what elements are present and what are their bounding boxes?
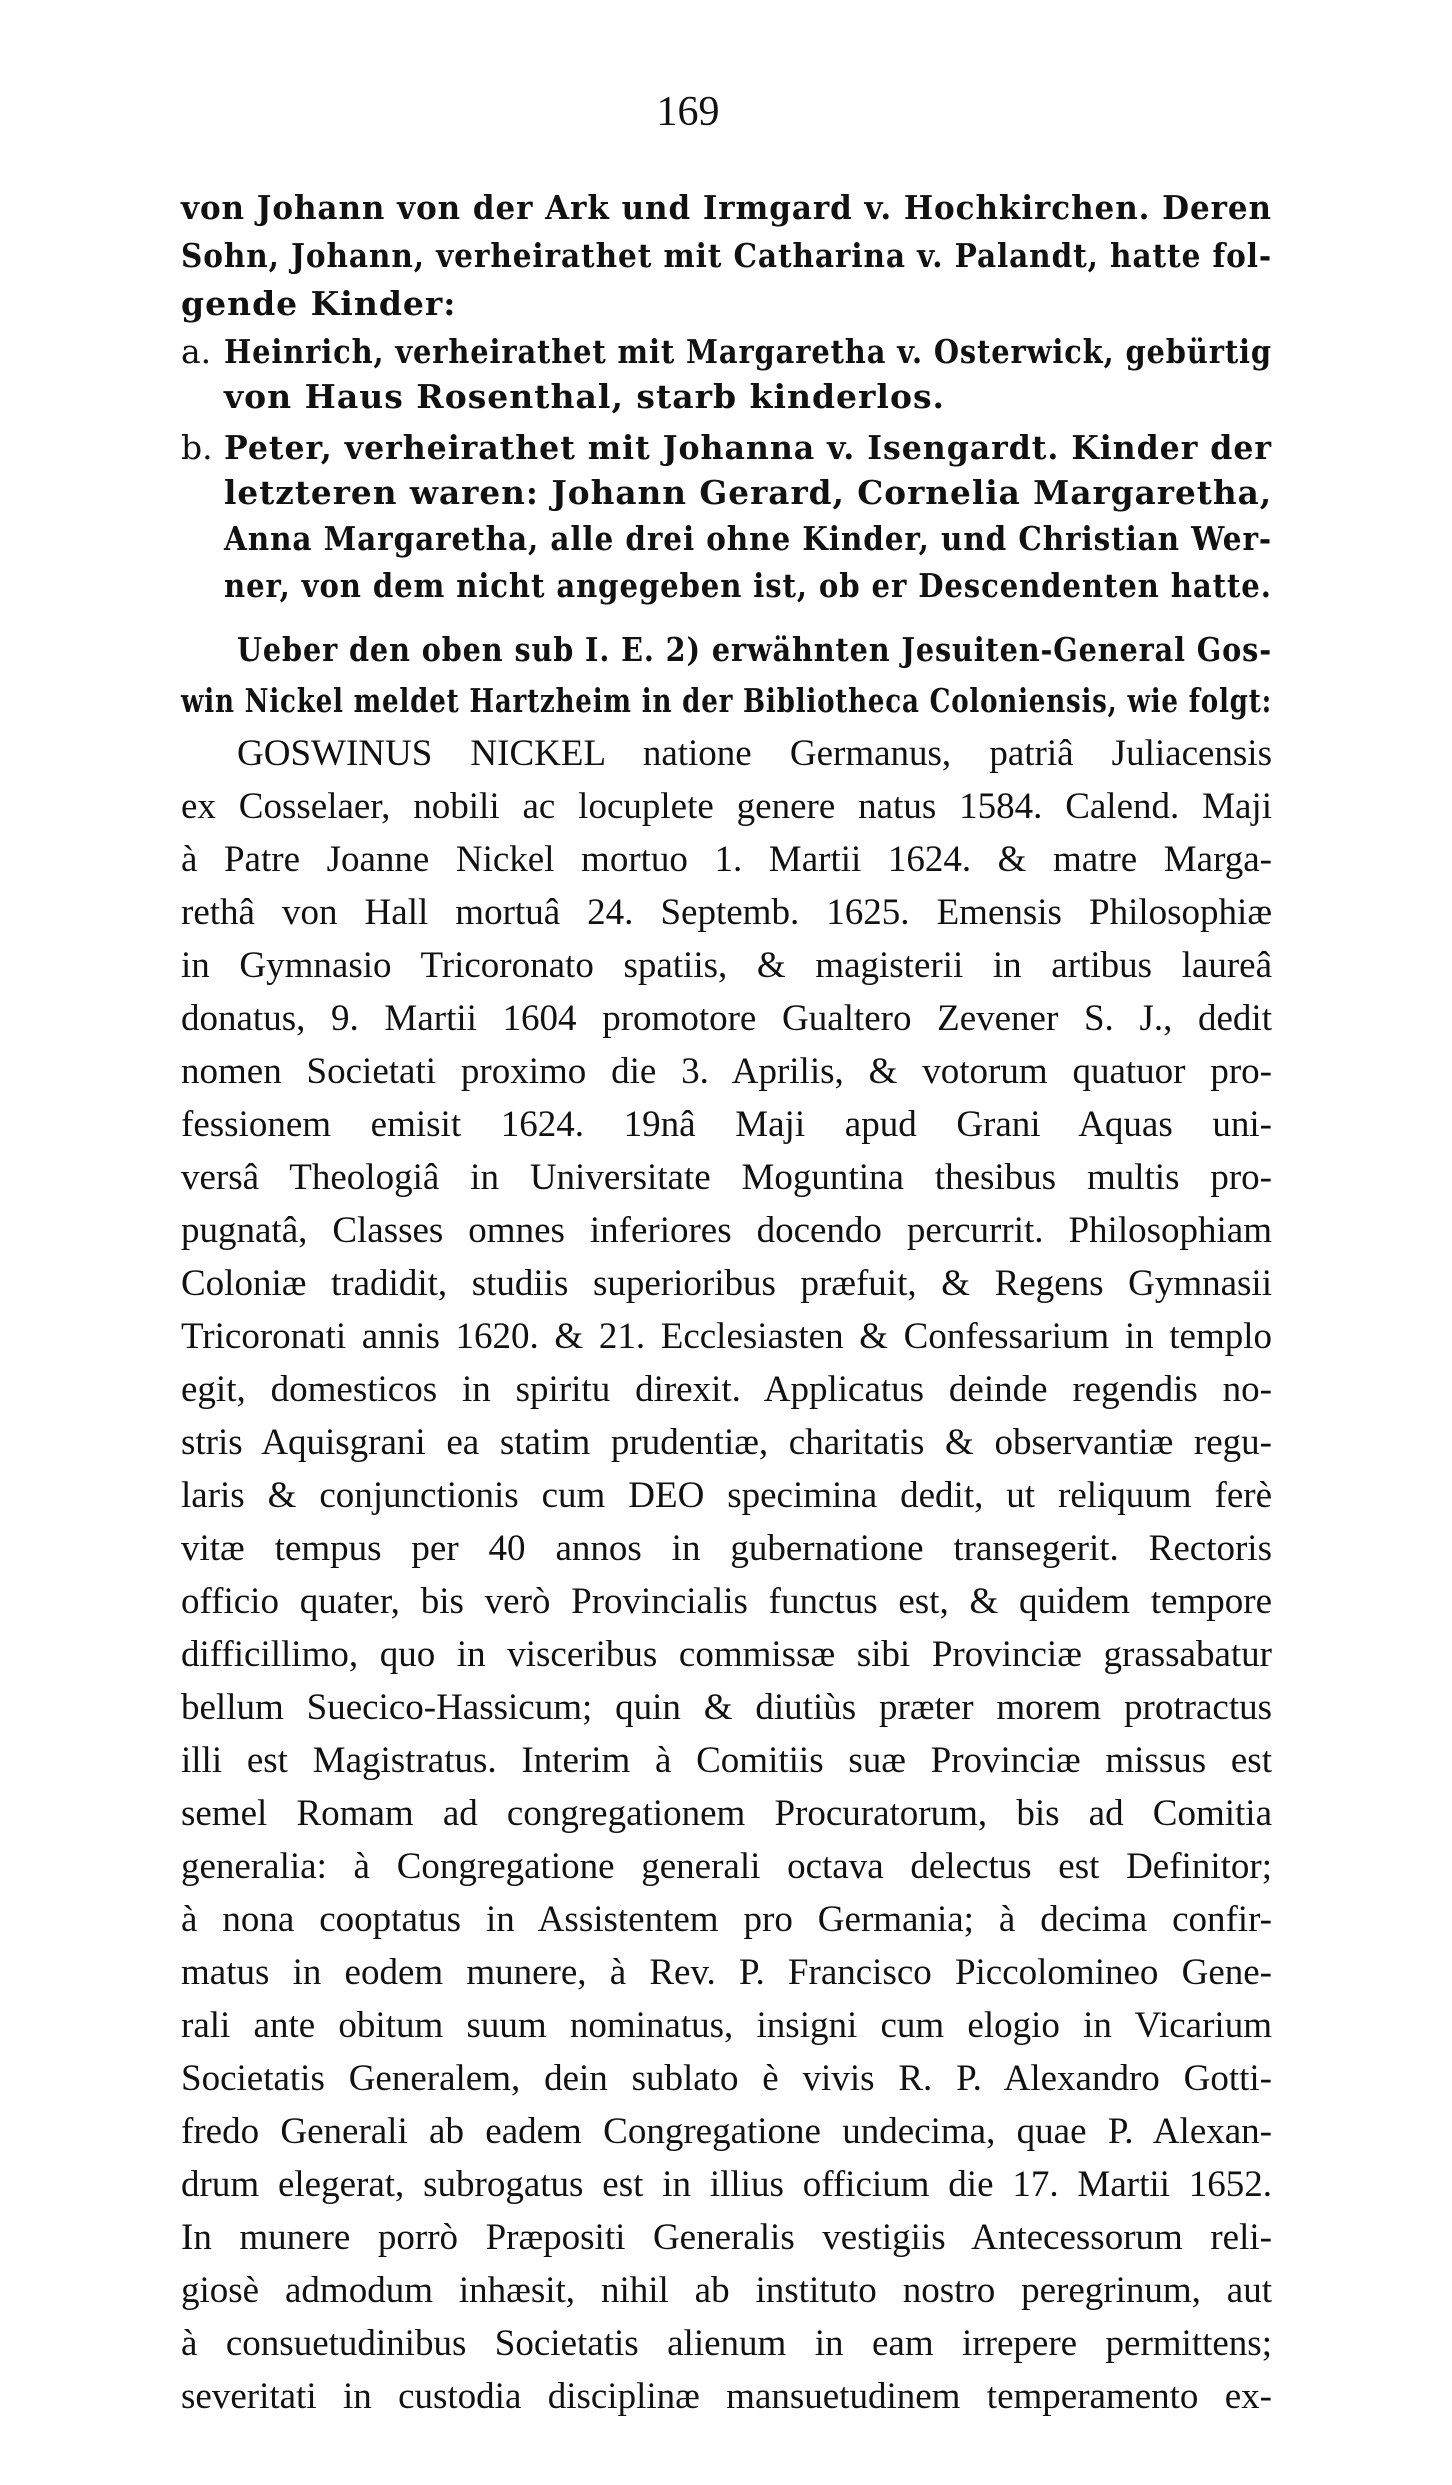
text-line: Ueber den oben sub I. E. 2) erwähnten Jesuiten-General Gos- bbox=[237, 630, 1272, 669]
text-line: officio quater, bis verò Provincialis functus est, & quidem tempore bbox=[181, 1581, 1272, 1622]
text-line: à nona cooptatus in Assistentem pro Germania; à decima confir- bbox=[181, 1899, 1272, 1940]
text-line: rethâ von Hall mortuâ 24. Septemb. 1625. Emensis Philosophiæ bbox=[181, 892, 1272, 933]
text-line: rali ante obitum suum nominatus, insigni cum elogio in Vicarium bbox=[181, 2005, 1272, 2046]
text-line: Peter, verheirathet mit Johanna v. Isengardt. Kinder der bbox=[224, 428, 1272, 467]
text-line: ner, von dem nicht angegeben ist, ob er Descendenten hatte. bbox=[224, 566, 1272, 605]
text-line: versâ Theologiâ in Universitate Moguntina thesibus multis pro- bbox=[181, 1157, 1272, 1198]
text-line: fredo Generali ab eadem Congregatione undecima, quae P. Alexan- bbox=[181, 2111, 1272, 2152]
text-line: severitati in custodia disciplinæ mansuetudinem temperamento ex- bbox=[181, 2376, 1272, 2417]
text-line: GOSWINUS NICKEL natione Germanus, patriâ Juliacensis bbox=[237, 733, 1272, 774]
text-line: laris & conjunctionis cum DEO specimina dedit, ut reliquum ferè bbox=[181, 1475, 1272, 1516]
text-line: gende Kinder: bbox=[181, 284, 457, 323]
text-line: difficillimo, quo in visceribus commissæ sibi Provinciæ grassabatur bbox=[181, 1634, 1272, 1675]
text-line: fessionem emisit 1624. 19nâ Maji apud Grani Aquas uni- bbox=[181, 1104, 1272, 1145]
text-line: bellum Suecico-Hassicum; quin & diutiùs præter morem protractus bbox=[181, 1687, 1272, 1728]
text-line: illi est Magistratus. Interim à Comitiis suæ Provinciæ missus est bbox=[181, 1740, 1272, 1781]
text-line: donatus, 9. Martii 1604 promotore Gualtero Zevener S. J., dedit bbox=[181, 998, 1272, 1039]
page-number: 169 bbox=[656, 89, 720, 135]
text-line: à consuetudinibus Societatis alienum in eam irrepere permittens; bbox=[181, 2323, 1272, 2364]
text-line: von Haus Rosenthal, starb kinderlos. bbox=[224, 377, 946, 416]
text-line: semel Romam ad congregationem Procuratorum, bis ad Comitia bbox=[181, 1793, 1272, 1834]
text-line: Anna Margaretha, alle drei ohne Kinder, und Christian Wer- bbox=[224, 519, 1272, 558]
text-line: in Gymnasio Tricoronato spatiis, & magisterii in artibus laureâ bbox=[181, 945, 1272, 986]
text-line: egit, domesticos in spiritu direxit. Applicatus deinde regendis no- bbox=[181, 1369, 1272, 1410]
text-line: nomen Societati proximo die 3. Aprilis, & votorum quatuor pro- bbox=[181, 1051, 1272, 1092]
text-line: Heinrich, verheirathet mit Margaretha v. Osterwick, gebürtig bbox=[224, 332, 1272, 371]
text-line: von Johann von der Ark und Irmgard v. Hochkirchen. Deren bbox=[181, 188, 1272, 227]
text-line: generalia: à Congregatione generali octava delectus est Definitor; bbox=[181, 1846, 1272, 1887]
text-line: drum elegerat, subrogatus est in illius officium die 17. Martii 1652. bbox=[181, 2164, 1272, 2205]
text-line: letzteren waren: Johann Gerard, Cornelia Margaretha, bbox=[224, 473, 1273, 512]
text-line: stris Aquisgrani ea statim prudentiæ, charitatis & observantiæ regu- bbox=[181, 1422, 1272, 1463]
list-label: a. bbox=[181, 332, 212, 371]
text-line: giosè admodum inhæsit, nihil ab instituto nostro peregrinum, aut bbox=[181, 2270, 1272, 2311]
list-label: b. bbox=[181, 428, 213, 467]
text-line: Coloniæ tradidit, studiis superioribus præfuit, & Regens Gymnasii bbox=[181, 1263, 1272, 1304]
text-line: matus in eodem munere, à Rev. P. Francisco Piccolomineo Gene- bbox=[181, 1952, 1272, 1993]
text-line: ex Cosselaer, nobili ac locuplete genere natus 1584. Calend. Maji bbox=[181, 786, 1272, 827]
text-line: vitæ tempus per 40 annos in gubernatione transegerit. Rectoris bbox=[181, 1528, 1272, 1569]
text-line: à Patre Joanne Nickel mortuo 1. Martii 1624. & matre Marga- bbox=[181, 839, 1272, 880]
text-line: pugnatâ, Classes omnes inferiores docendo percurrit. Philosophiam bbox=[181, 1210, 1272, 1251]
text-line: Tricoronati annis 1620. & 21. Ecclesiasten & Confessarium in templo bbox=[181, 1316, 1272, 1357]
text-line: Societatis Generalem, dein sublato è vivis R. P. Alexandro Gotti- bbox=[181, 2058, 1272, 2099]
text-line: In munere porrò Præpositi Generalis vestigiis Antecessorum reli- bbox=[181, 2217, 1272, 2258]
text-line: Sohn, Johann, verheirathet mit Catharina v. Palandt, hatte fol- bbox=[181, 236, 1272, 275]
text-line: win Nickel meldet Hartzheim in der Bibliotheca Coloniensis, wie folgt: bbox=[181, 681, 1272, 720]
